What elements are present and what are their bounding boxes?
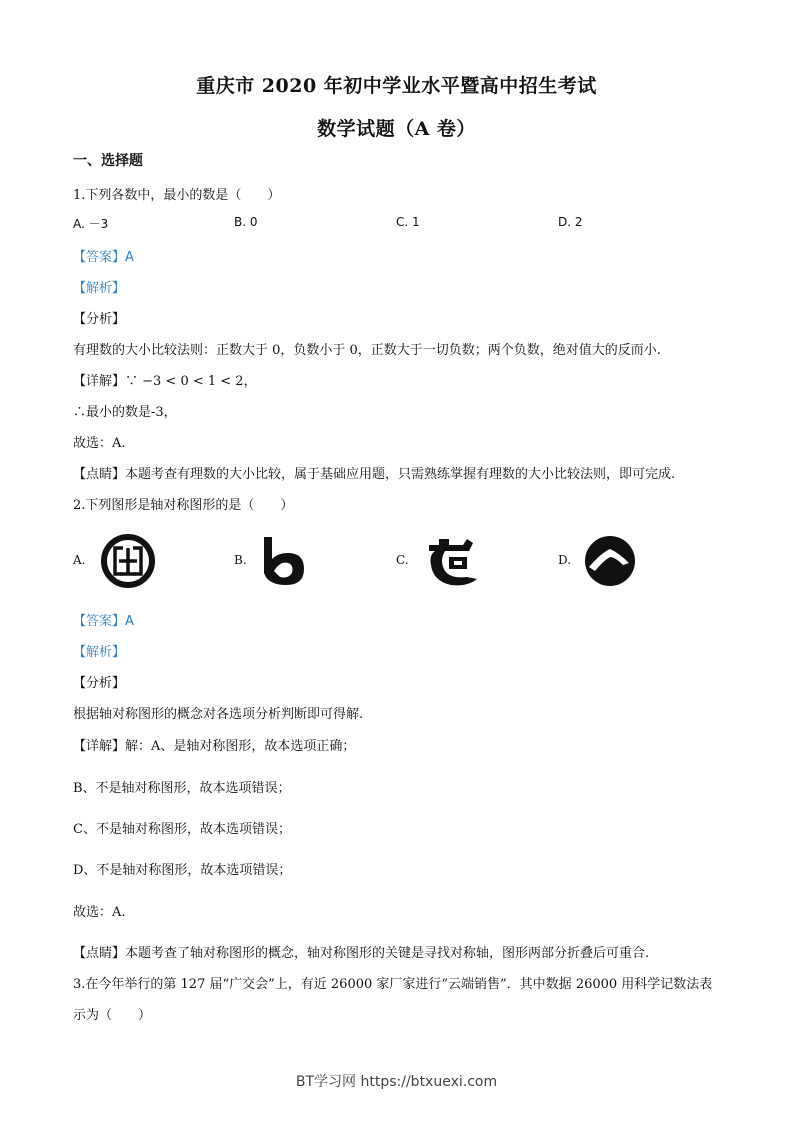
q2-fenxi-tag: 【分析】 — [73, 676, 126, 691]
q2-c-note: C、不是轴对称图形，故本选项错误； — [73, 822, 291, 837]
q1-therefore: ∴最小的数是-3， — [73, 405, 177, 420]
q1-option-c: C. 1 — [396, 215, 420, 229]
q1-fenxi-tag: 【分析】 — [73, 312, 126, 327]
page-title: 重庆市 2020 年初中学业水平暨高中招生考试 — [196, 75, 597, 97]
q3-stem-line1: 3.在今年举行的第 127 届“广交会”上，有近 26000 家厂家进行“云端销售”．其中数据 26000 用科学记数法表 — [73, 977, 713, 992]
q1-choose: 故选：A. — [73, 436, 126, 451]
footer-watermark: BT学习网 https://btxuexi.com — [295, 1074, 498, 1090]
q1-comment: 【点睛】本题考查有理数的大小比较，属于基础应用题，只需熟练掌握有理数的大小比较法则，即可完成. — [73, 467, 676, 482]
q3-stem-line2: 示为（ ） — [73, 1008, 152, 1023]
q2-answer: 【答案】A — [73, 614, 134, 629]
section-heading: 一、选择题 — [73, 153, 143, 169]
q2-option-d-label: D. — [558, 553, 572, 567]
q1-answer: 【答案】A — [73, 250, 134, 265]
q1-option-d: D. 2 — [558, 215, 583, 229]
q1-stem: 1.下列各数中，最小的数是（ ） — [73, 188, 281, 203]
q1-analysis-tag: 【解析】 — [73, 281, 126, 296]
q1-fenxi-text: 有理数的大小比较法则：正数大于 0，负数小于 0，正数大于一切负数；两个负数，绝对值大的反而小. — [73, 343, 661, 358]
page-subtitle: 数学试题（A 卷） — [317, 118, 476, 140]
q2-choose: 故选：A. — [73, 905, 126, 920]
b-letter-logo-icon — [258, 533, 310, 587]
q2-fenxi-text: 根据轴对称图形的概念对各选项分析判断即可得解. — [73, 707, 364, 722]
bank-logo-icon — [100, 533, 156, 589]
q1-option-b: B. 0 — [234, 215, 258, 229]
q2-stem: 2.下列图形是轴对称图形的是（ ） — [73, 498, 294, 513]
q1-detail: 【详解】∵ −3 < 0 < 1 < 2， — [73, 374, 257, 389]
c-letter-logo-icon — [423, 535, 481, 587]
q2-detail: 【详解】解：A、是轴对称图形，故本选项正确； — [73, 739, 356, 754]
q2-option-c-label: C. — [396, 553, 409, 567]
q2-option-b-label: B. — [234, 553, 247, 567]
q2-comment: 【点睛】本题考查了轴对称图形的概念，轴对称图形的关键是寻找对称轴，图形两部分折叠后可重合. — [73, 946, 650, 961]
q1-option-a: A. －3 — [73, 217, 109, 231]
q2-d-note: D、不是轴对称图形，故本选项错误； — [73, 863, 292, 878]
q2-option-a-label: A. — [73, 553, 86, 567]
q2-b-note: B、不是轴对称图形，故本选项错误； — [73, 781, 291, 796]
mountain-circle-logo-icon — [583, 535, 637, 587]
q2-analysis-tag: 【解析】 — [73, 645, 126, 660]
